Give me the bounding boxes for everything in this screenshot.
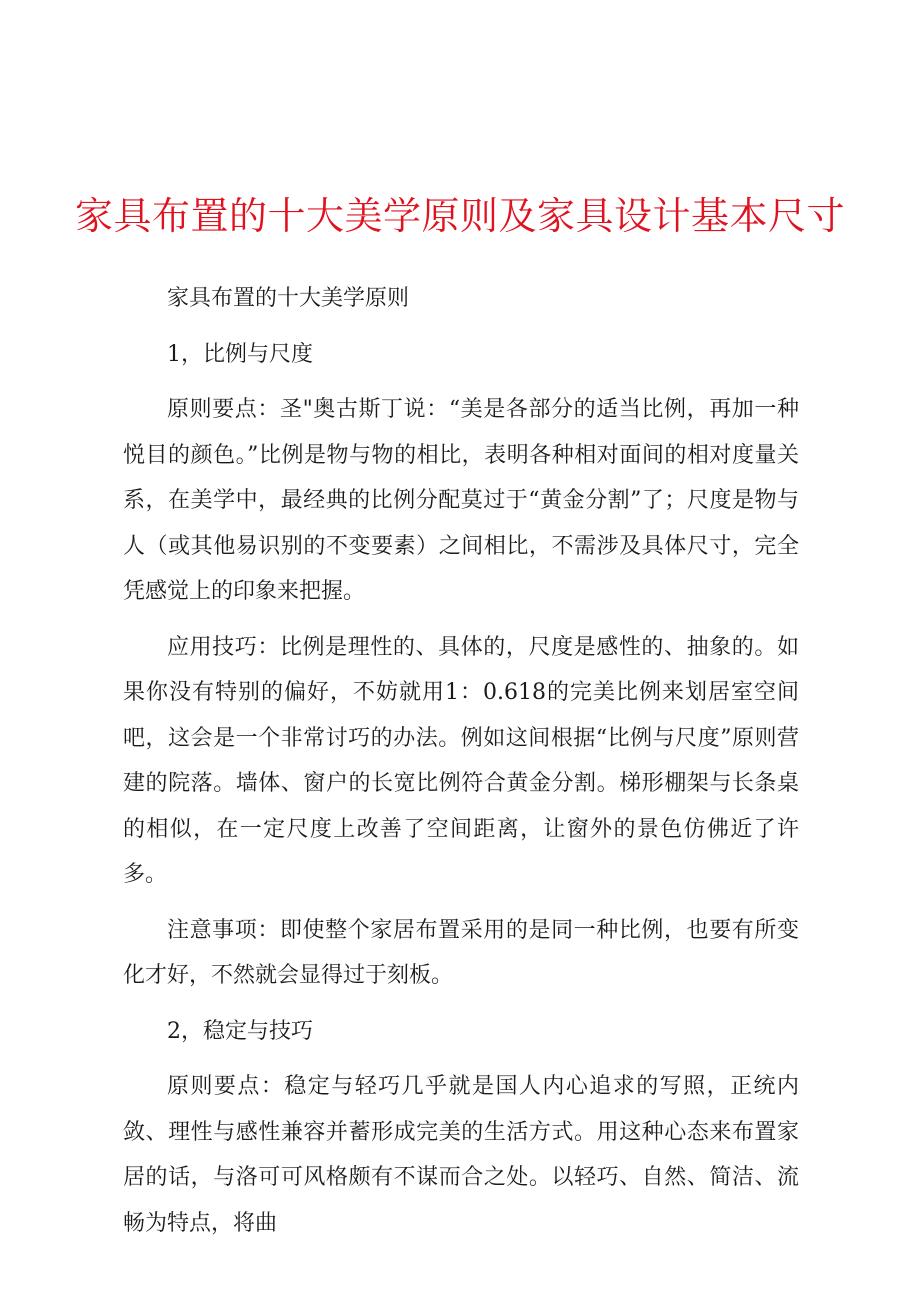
subsection-heading: 1，比例与尺度 — [167, 341, 313, 367]
document-title: 家具布置的十大美学原则及家具设计基本尺寸 — [74, 194, 845, 238]
body-paragraph: 应用技巧：比例是理性的、具体的，尺度是感性的、抽象的。如果你没有特别的偏好，不妨就用1：0.618的完美比例来划居室空间吧，这会是一个非常讨巧的办法。例如这间根据“比例与尺度”原则营建的院落。墙体、窗户的长宽比例符合黄金分割。梯形棚架与长条桌的相似，在一定尺度上改善了空间距离，让窗外的景色仿佛近了许多。 — [123, 634, 799, 887]
subsection-heading: 2，稳定与技巧 — [167, 1018, 313, 1044]
document-body — [123, 276, 799, 1256]
section-heading: 家具布置的十大美学原则 — [167, 286, 410, 311]
body-paragraph: 注意事项：即使整个家居布置采用的是同一种比例，也要有所变化才好，不然就会显得过于刻板。 — [123, 917, 799, 988]
body-paragraph: 原则要点：稳定与轻巧几乎就是国人内心追求的写照，正统内敛、理性与感性兼容并蓄形成完美的生活方式。用这种心态来布置家居的话，与洛可可风格颇有不谋而合之处。以轻巧、自然、简洁、流畅为特点，将曲 — [123, 1074, 799, 1236]
body-paragraph: 原则要点：圣"奥古斯丁说：“美是各部分的适当比例，再加一种悦目的颜色。”比例是物与物的相比，表明各种相对面间的相对度量关系，在美学中，最经典的比例分配莫过于“黄金分割”了；尺度是物与人（或其他易识别的不变要素）之间相比，不需涉及具体尺寸，完全凭感觉上的印象来把握。 — [123, 397, 799, 604]
